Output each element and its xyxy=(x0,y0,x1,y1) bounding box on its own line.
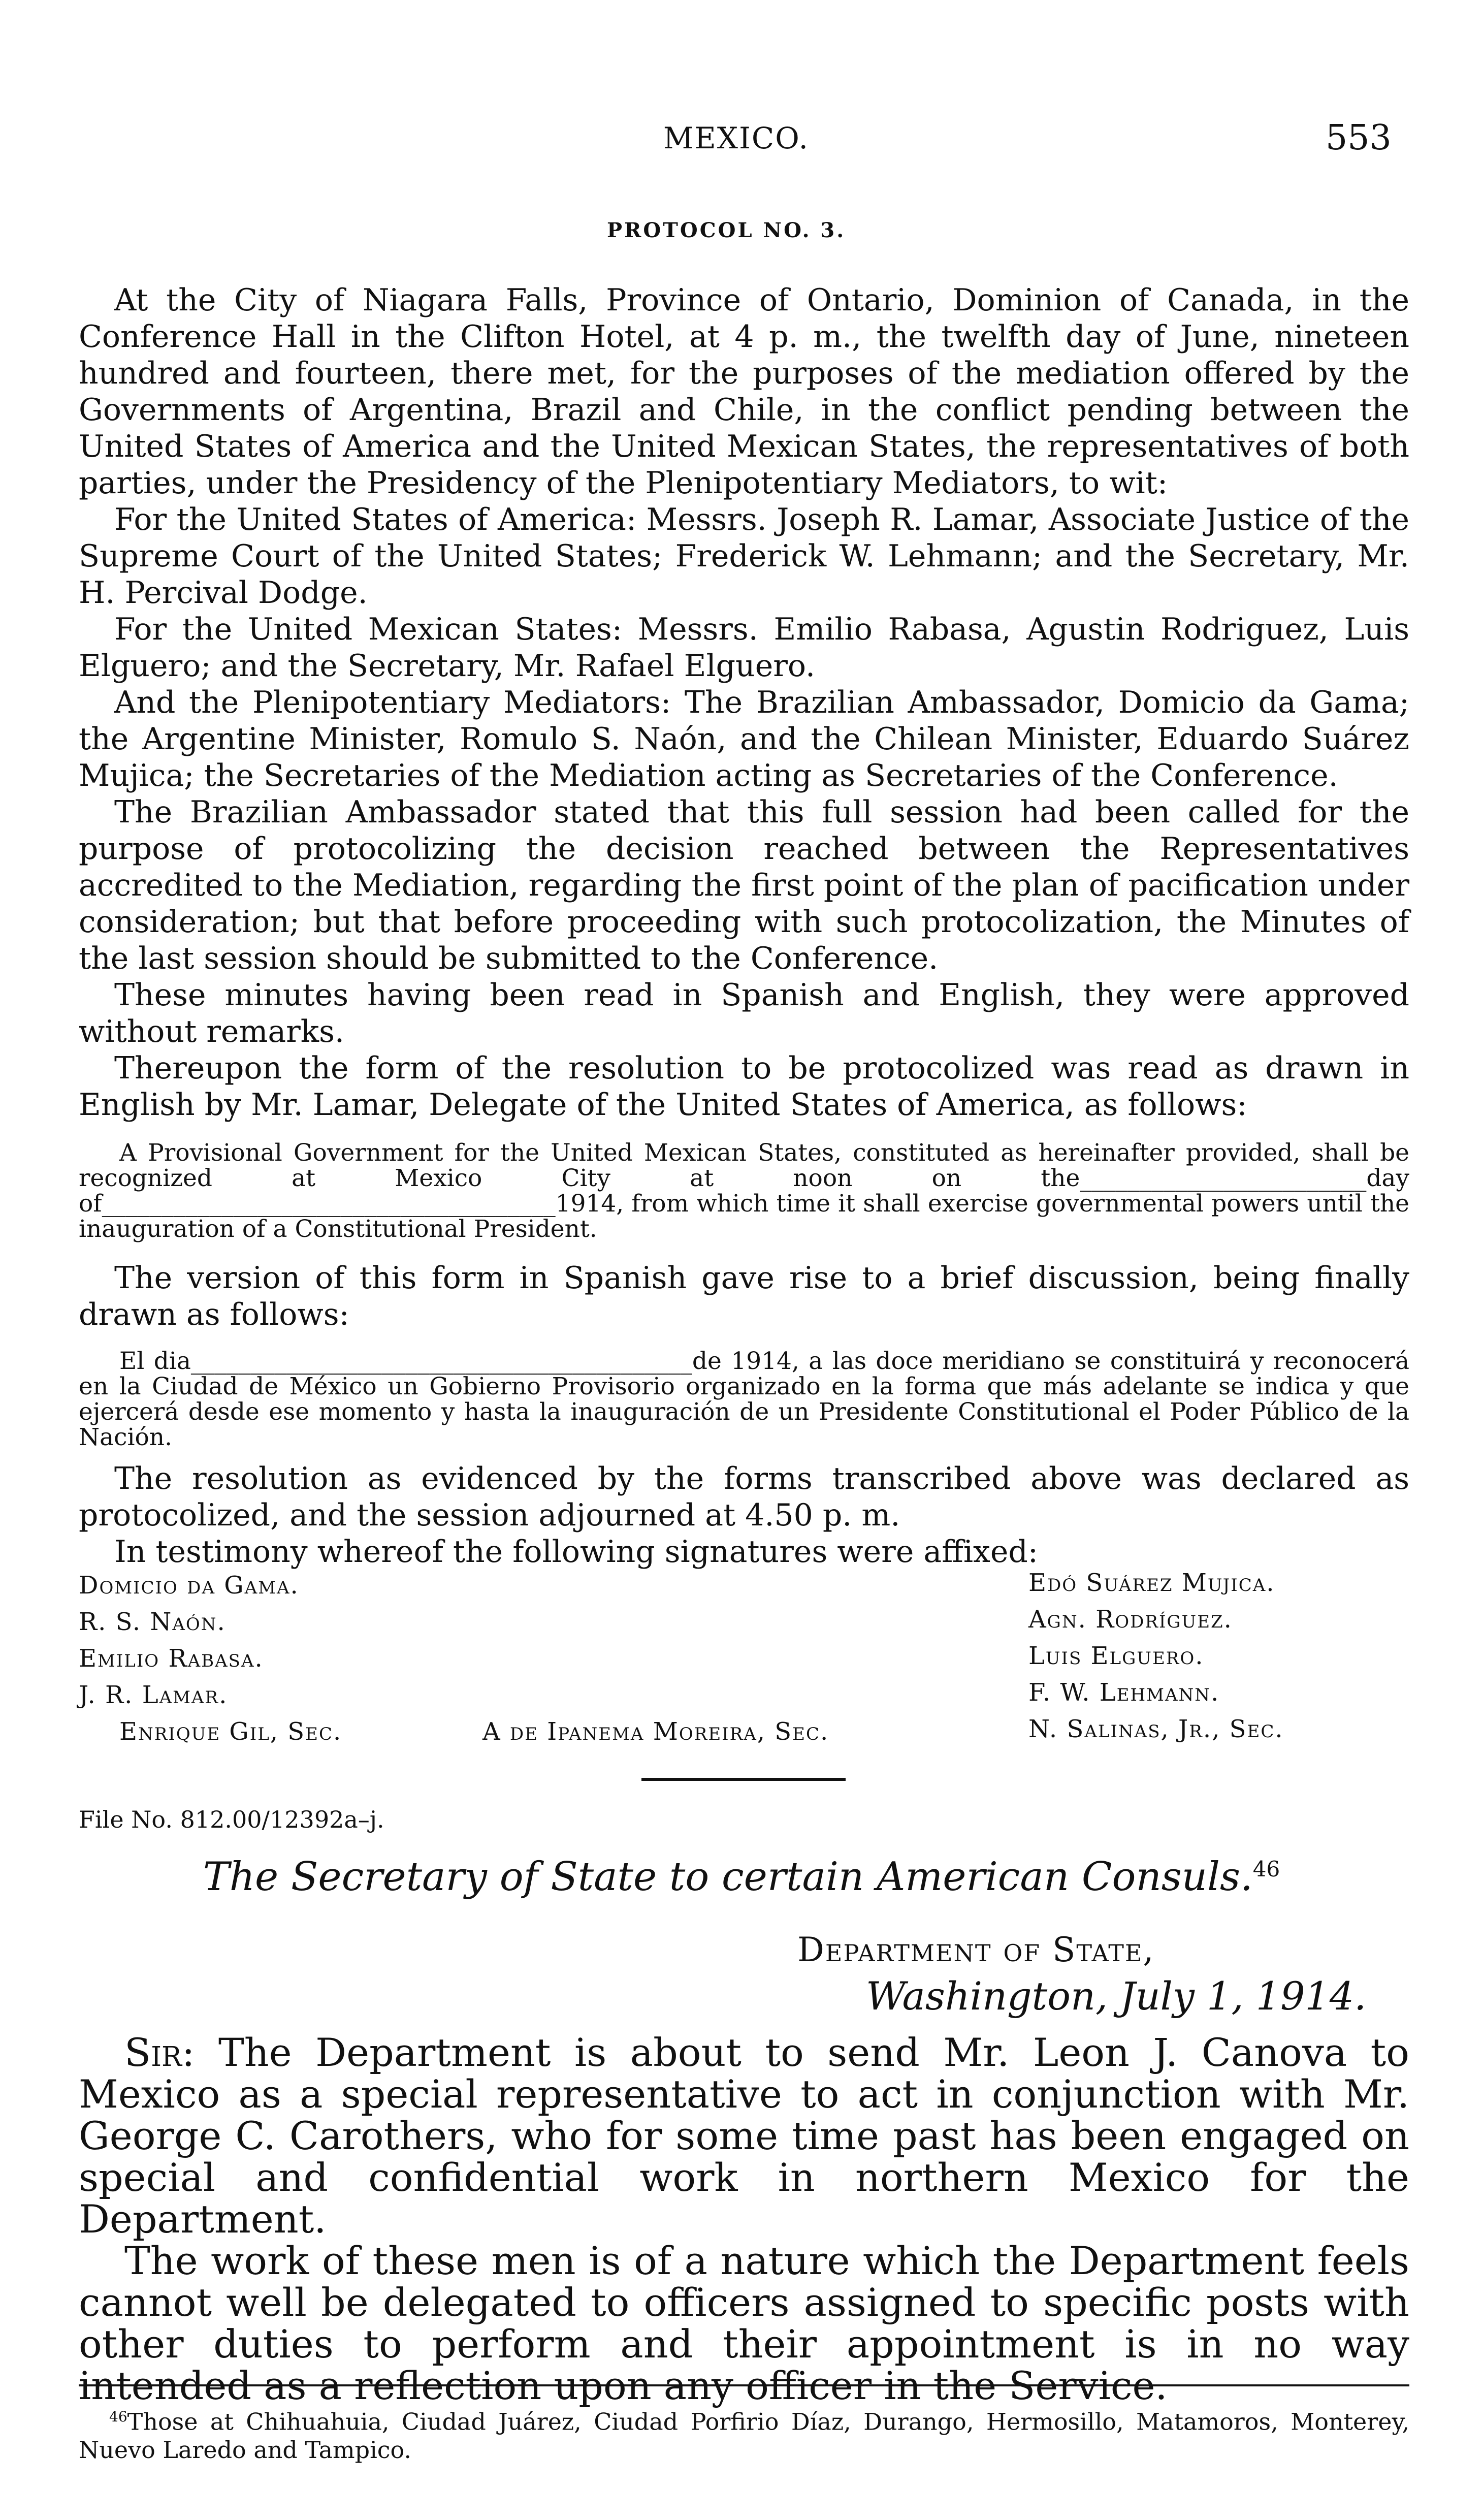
paragraph-us-delegation: For the United States of America: Messrs. Joseph R. Lamar, Associate Justice of the Supreme Court of the United States; Frederick W. Lehmann; and the Secretary, Mr. H. Percival Dodge. xyxy=(79,502,1409,611)
place-date-line: Washington, July 1, 1914. xyxy=(866,1973,1367,2019)
footnote-divider xyxy=(79,2384,1409,2386)
letter-paragraph-1-text: The Department is about to send Mr. Leon J. Canova to Mexico as a special representative to act in conjunction with Mr. George C. Carothers, who for some time past has been engaged on special and confidential work in northern Mexico for the Department. xyxy=(79,2030,1409,2242)
english-form-text: A Provisional Government for the United Mexican States, constituted as hereinafter provided, shall be recognized at Mexico City at noon on the________________________day of______________________________________1914, from which time it shall exercise governmental powers until the inauguration of a Constitutional President. xyxy=(79,1139,1409,1243)
signature: N. Salinas, Jr., Sec. xyxy=(1028,1715,1284,1743)
paragraph-testimony: In testimony whereof the following signatures were affixed: xyxy=(114,1534,1038,1570)
spanish-version-intro xyxy=(79,1260,1409,1333)
protocol-heading: PROTOCOL NO. 3. xyxy=(607,218,846,242)
running-title: MEXICO. xyxy=(663,121,809,155)
paragraph-spanish-version: The version of this form in Spanish gave rise to a brief discussion, being finally drawn as follows: xyxy=(79,1260,1409,1332)
signature: Luis Elguero. xyxy=(1028,1642,1204,1670)
spanish-form-quote xyxy=(79,1349,1409,1450)
paragraph-adjourned: The resolution as evidenced by the forms transcribed above was declared as protocolized, and the session adjourned at 4.50 p. m. xyxy=(79,1461,1409,1533)
signature: J. R. Lamar. xyxy=(79,1681,228,1709)
document-title-text: The Secretary of State to certain American Consuls. xyxy=(203,1854,1253,1900)
letter-paragraph-1 xyxy=(79,2032,1409,2240)
file-number: File No. 812.00/12392a–j. xyxy=(79,1806,384,1833)
signature: Emilio Rabasa. xyxy=(79,1644,264,1673)
signature: Agn. Rodríguez. xyxy=(1028,1605,1233,1634)
letter-body xyxy=(79,2032,1409,2407)
spanish-form-text: El dia__________________________________________de 1914, a las doce meridiano se constituirá y reconocerá en la Ciudad de México un Gobierno Provisorio organizado en la forma que más adelante se indica y que ejercerá desde ese momento y hasta la inauguración de un Presidente Constitutional el Poder Público de la Nación. xyxy=(79,1347,1409,1451)
closing-paragraphs xyxy=(79,1460,1409,1570)
signature: F. W. Lehmann. xyxy=(1028,1678,1220,1707)
protocol-body xyxy=(79,282,1409,1123)
signature-block-right xyxy=(1028,1565,1284,1747)
paragraph-mediators: And the Plenipotentiary Mediators: The Brazilian Ambassador, Domicio da Gama; the Argentine Minister, Romulo S. Naón, and the Chilean Minister, Eduardo Suárez Mujica; the Secretaries of the Mediation acting as Secretaries of the Conference. xyxy=(79,685,1409,793)
paragraph-mexican-delegation: For the United Mexican States: Messrs. Emilio Rabasa, Agustin Rodriguez, Luis Elguero; and the Secretary, Mr. Rafael Elguero. xyxy=(79,612,1409,684)
footnote xyxy=(79,2403,1409,2464)
footnote-text: Those at Chihuahuia, Ciudad Juárez, Ciudad Porfirio Díaz, Durango, Hermosillo, Matamoros, Monterey, Nuevo Laredo and Tampico. xyxy=(79,2408,1409,2464)
footnote-reference: 46 xyxy=(1252,1857,1280,1881)
department-line: Department of State, xyxy=(797,1930,1155,1969)
paragraph-minutes-approved: These minutes having been read in Spanish and English, they were approved without remarks. xyxy=(79,977,1409,1049)
paragraph-opening: At the City of Niagara Falls, Province of Ontario, Dominion of Canada, in the Conference Hall in the Clifton Hotel, at 4 p. m., the twelfth day of June, nineteen hundred and fourteen, there met, for the purposes of the mediation offered by the Governments of Argentina, Brazil and Chile, in the conflict pending between the United States of America and the United Mexican States, the representatives of both parties, under the Presidency of the Plenipotentiary Mediators, to wit: xyxy=(79,282,1409,501)
paragraph-form-read: Thereupon the form of the resolution to be protocolized was read as drawn in English by Mr. Lamar, Delegate of the United States of America, as follows: xyxy=(79,1050,1409,1123)
footnote-number: 46 xyxy=(109,2408,127,2425)
signature-block-left xyxy=(79,1567,342,1750)
page-number: 553 xyxy=(1326,118,1392,158)
salutation: Sir: xyxy=(124,2030,195,2075)
document-title xyxy=(0,1854,1483,1900)
signature: R. S. Naón. xyxy=(79,1608,226,1636)
section-divider xyxy=(641,1778,846,1781)
signature: Edó Suárez Mujica. xyxy=(1028,1569,1275,1597)
signature: Domicio da Gama. xyxy=(79,1571,299,1600)
paragraph-ambassador-statement: The Brazilian Ambassador stated that this full session had been called for the purpose of protocolizing the decision reached between the Representatives accredited to the Mediation, regarding the first point of the plan of pacification under consideration; but that before proceeding with such protocolization, the Minutes of the last session should be submitted to the Conference. xyxy=(79,794,1409,976)
signature: Enrique Gil, Sec. xyxy=(119,1717,342,1746)
english-form-quote xyxy=(79,1140,1409,1242)
signature-center: A de Ipanema Moreira, Sec. xyxy=(482,1717,829,1746)
letter-paragraph-2: The work of these men is of a nature which the Department feels cannot well be delegated to officers assigned to specific posts with other duties to perform and their appointment is in no way intended as a reflection upon any officer in the Service. xyxy=(79,2238,1409,2408)
